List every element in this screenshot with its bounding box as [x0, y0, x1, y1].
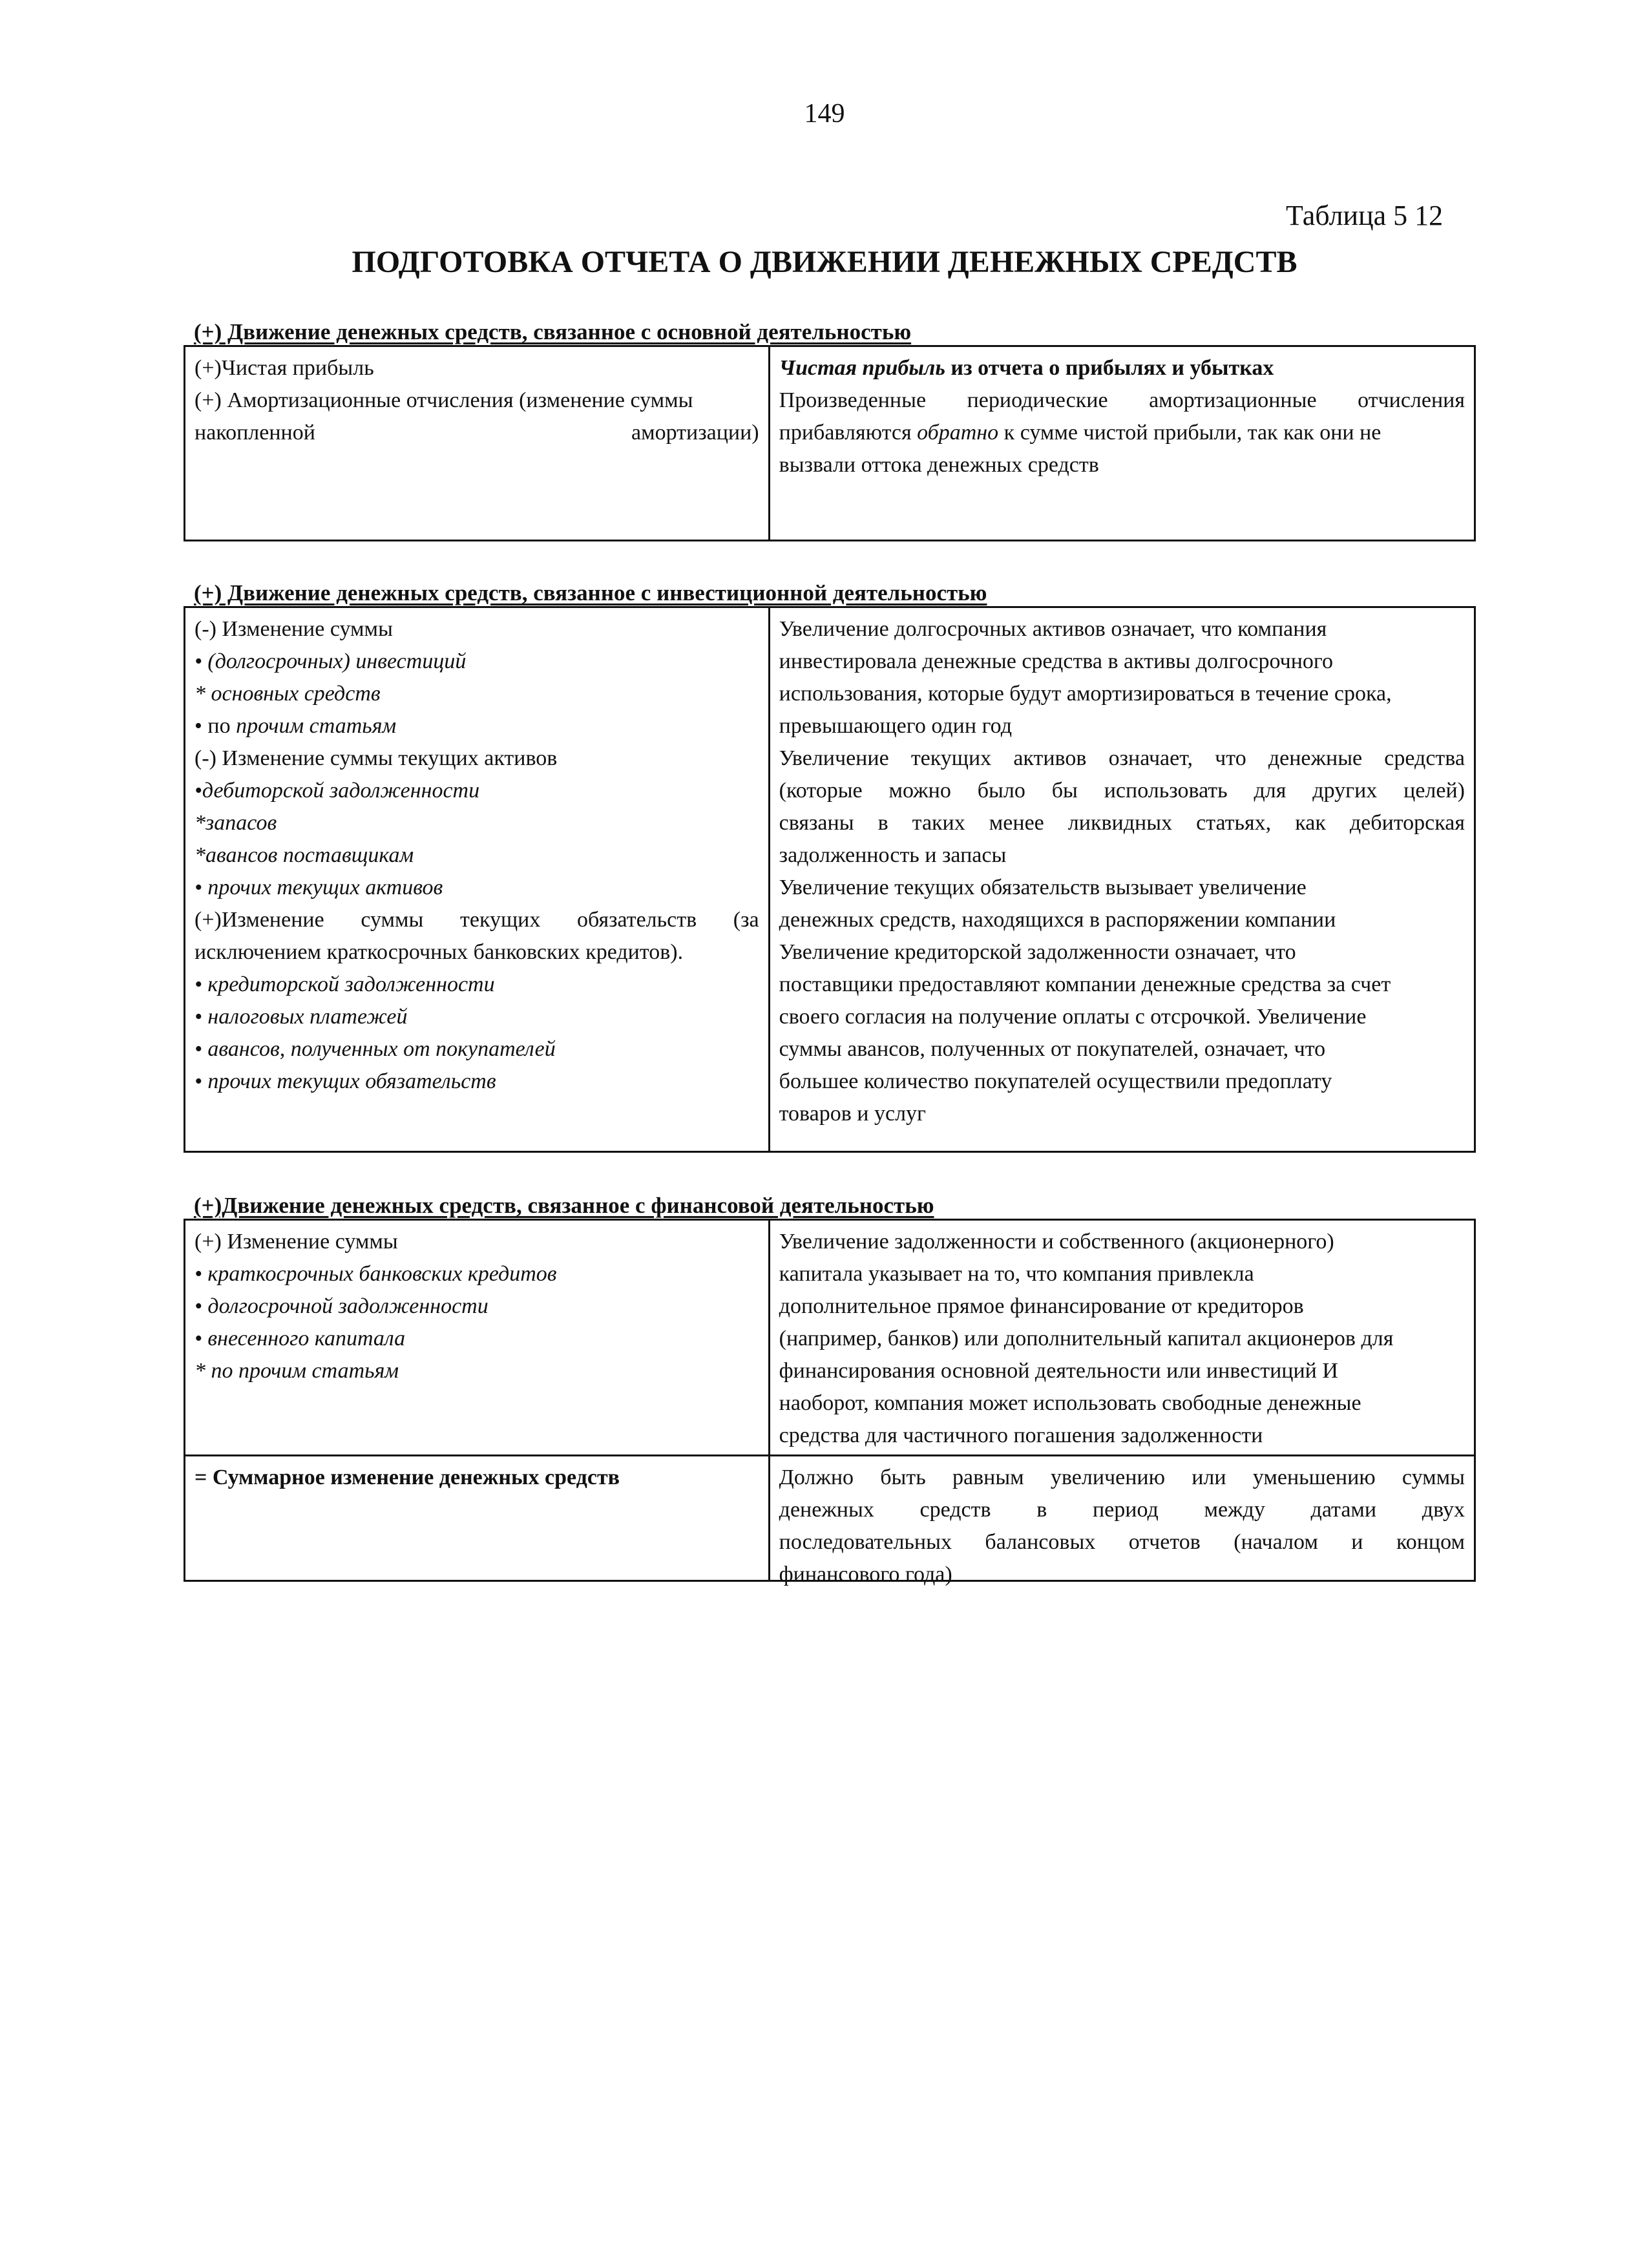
investing-explanation-line: задолженность и запасы — [779, 843, 1007, 867]
investing-table — [184, 606, 1476, 1153]
total-row — [185, 1454, 1474, 1586]
investing-explanation-line: большее количество покупателей осуществили предоплату — [779, 1069, 1332, 1093]
investing-item-line: * основных средств — [194, 682, 381, 706]
investing-explanation-line: использования, которые будут амортизироваться в течение срока, — [779, 682, 1392, 706]
operating-right-cell — [770, 347, 1474, 540]
investing-explanation-line: Увеличение кредиторской задолженности означает, что — [779, 940, 1296, 964]
total-explanation-line: финансового года) — [779, 1562, 952, 1586]
net-profit-description — [779, 352, 1465, 384]
financing-item-line: • внесенного капитала — [194, 1327, 406, 1350]
total-left-cell — [185, 1456, 770, 1580]
amortization-description-emphasis: обратно — [917, 421, 999, 445]
net-profit-label: (+)Чистая прибыль — [194, 356, 374, 380]
investing-explanation-line: (которые можно было бы использовать для других целей) — [779, 779, 1465, 803]
investing-right-cell — [770, 608, 1474, 1151]
financing-item-line: • краткосрочных банковских кредитов — [194, 1262, 557, 1286]
document-title: ПОДГОТОВКА ОТЧЕТА О ДВИЖЕНИИ ДЕНЕЖНЫХ СРЕДСТВ — [352, 245, 1297, 279]
operating-section-heading: (+) Движение денежных средств, связанное с основной деятельностью — [194, 319, 912, 344]
financing-section-heading: (+)Движение денежных средств, связанное с финансовой деятельностью — [194, 1193, 934, 1218]
table-number: Таблица 5 12 — [1286, 200, 1444, 231]
investing-left-cell — [185, 608, 770, 1151]
investing-item-line: •дебиторской задолженности — [194, 779, 480, 803]
financing-explanation-line: Увеличение задолженности и собственного (акционерного) — [779, 1230, 1334, 1254]
investing-item-line: • налоговых платежей — [194, 1005, 408, 1029]
total-change-label: = Суммарное изменение денежных средств — [194, 1465, 620, 1489]
amortization-label-line2 — [194, 417, 759, 449]
investing-explanation-line: инвестировала денежные средства в активы долгосрочного — [779, 649, 1334, 673]
investing-item-text-italic: прочим статьям — [236, 714, 397, 738]
investing-explanation-line: поставщики предоставляют компании денежные средства за счет — [779, 972, 1391, 996]
financing-table — [184, 1219, 1476, 1586]
investing-row — [185, 608, 1474, 1151]
investing-item-line: *запасов — [194, 811, 277, 835]
amortization-label-word2: амортизации) — [631, 421, 759, 445]
investing-section-heading: (+) Движение денежных средств, связанное с инвестиционной деятельностью — [194, 580, 987, 605]
financing-item-line: • долгосрочной задолженности — [194, 1294, 488, 1318]
operating-left-cell — [185, 347, 770, 540]
total-right-cell — [770, 1456, 1474, 1586]
investing-item-line: (-) Изменение суммы — [194, 617, 393, 641]
total-explanation-line: Должно быть равным увеличению или уменьшению суммы — [779, 1465, 1465, 1489]
investing-item-line: • прочих текущих активов — [194, 876, 443, 899]
investing-item-line: (-) Изменение суммы текущих активов — [194, 746, 558, 770]
investing-explanation-line: своего согласия на получение оплаты с отсрочкой. Увеличение — [779, 1005, 1367, 1029]
financing-left-cell — [185, 1221, 770, 1454]
investing-item-line: *авансов поставщикам — [194, 843, 414, 867]
amortization-label-line1: (+) Амортизационные отчисления (изменение суммы — [194, 388, 693, 412]
operating-row — [185, 347, 1474, 540]
investing-explanation-line: Увеличение текущих активов означает, что денежные средства — [779, 746, 1465, 770]
financing-right-cell — [770, 1221, 1474, 1454]
financing-explanation-line: наоборот, компания может использовать свободные денежные — [779, 1391, 1361, 1415]
net-profit-term: Чистая прибыль — [779, 356, 945, 380]
investing-item-line: • кредиторской задолженности — [194, 972, 495, 996]
investing-item-line — [194, 710, 759, 742]
financing-explanation-line: дополнительное прямое финансирование от кредиторов — [779, 1294, 1304, 1318]
amortization-description-line2 — [779, 417, 1465, 449]
financing-explanation-line: средства для частичного погашения задолженности — [779, 1423, 1263, 1447]
investing-item-line: исключением краткосрочных банковских кредитов). — [194, 940, 684, 964]
investing-explanation-line: Увеличение текущих обязательств вызывает увеличение — [779, 876, 1307, 899]
investing-explanation-line: товаров и услуг — [779, 1102, 926, 1126]
amortization-description-line1: Произведенные периодические амортизационные отчисления — [779, 388, 1465, 412]
financing-explanation-line: капитала указывает на то, что компания привлекла — [779, 1262, 1254, 1286]
total-explanation-line: денежных средств в период между датами двух — [779, 1498, 1465, 1522]
financing-item-line: * по прочим статьям — [194, 1359, 399, 1383]
investing-explanation-line: Увеличение долгосрочных активов означает, что компания — [779, 617, 1327, 641]
investing-explanation-line: превышающего один год — [779, 714, 1012, 738]
page-number: 149 — [804, 99, 845, 129]
amortization-label-word1: накопленной — [194, 421, 315, 445]
financing-explanation-line: (например, банков) или дополнительный капитал акционеров для — [779, 1327, 1394, 1350]
net-profit-source: из отчета о прибылях и убытках — [945, 356, 1274, 380]
financing-row — [185, 1221, 1474, 1454]
investing-item-line: • (долгосрочных) инвестиций — [194, 649, 467, 673]
financing-explanation-line: финансирования основной деятельности или инвестиций И — [779, 1359, 1338, 1383]
investing-explanation-line: связаны в таких менее ликвидных статьях, как дебиторская — [779, 811, 1465, 835]
investing-item-line: • прочих текущих обязательств — [194, 1069, 496, 1093]
total-explanation-line: последовательных балансовых отчетов (началом и концом — [779, 1530, 1465, 1554]
investing-explanation-line: суммы авансов, полученных от покупателей, означает, что — [779, 1037, 1326, 1061]
investing-item-line: • авансов, полученных от покупателей — [194, 1037, 556, 1061]
investing-item-line: (+)Изменение суммы текущих обязательств (за — [194, 908, 759, 932]
amortization-description-line3: вызвали оттока денежных средств — [779, 453, 1099, 477]
investing-explanation-line: денежных средств, находящихся в распоряжении компании — [779, 908, 1336, 932]
financing-item-line: (+) Изменение суммы — [194, 1230, 398, 1254]
investing-item-text-plain: • по — [194, 714, 236, 738]
operating-table — [184, 345, 1476, 541]
amortization-description-part1: прибавляются — [779, 421, 918, 445]
amortization-description-part2: к сумме чистой прибыли, так как они не — [998, 421, 1381, 445]
